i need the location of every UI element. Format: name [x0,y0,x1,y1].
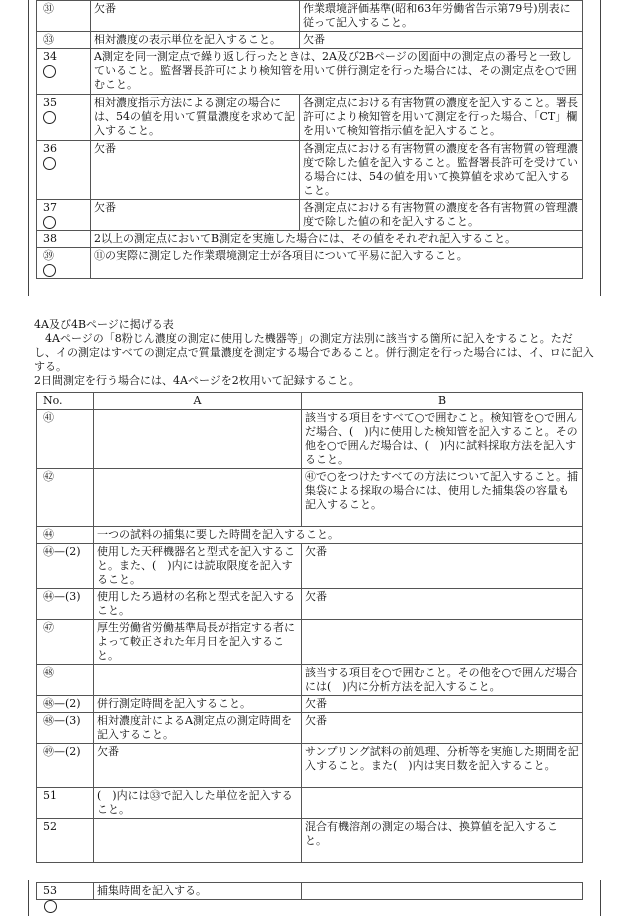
table-row [37,883,583,900]
row-text-a: 相対濃度指示方法による測定の場合には、54の値を用いて質量濃度を求めて記入すること。 [91,95,300,141]
row-number: ㊷ [37,469,94,527]
row-number: ㊽ [37,665,94,696]
row-number: 51 [37,788,94,819]
row-number: 37 [37,200,91,231]
table-row [37,1,583,32]
row-text-b: 混合有機溶剤の測定の場合は、換算値を記入すること。 [302,819,583,863]
row-text-a: 使用したろ過材の名称と型式を記入すること。 [94,589,302,620]
table-row [37,819,583,863]
row-text-a [94,819,302,863]
row-number: ㊽—(3) [37,713,94,744]
row-number: 35 [37,95,91,141]
circle-mark [43,157,56,170]
row-text-a: 使用した天秤機器名と型式を記入すること。また、( )内には読取限度を記入すること。 [94,544,302,589]
row-text-b: 作業環境評価基準(昭和63年労働省告示第79号)別表に従って記入すること。 [300,1,583,32]
row-text-b: 各測定点における有害物質の濃度を各有害物質の管理濃度で除した値を記入すること。監督署長許可を受けている場合には、54の値を用いて換算値を求めて記入すること。 [300,141,583,200]
table-row [37,665,583,696]
right-border-line [600,0,601,296]
row-number: ㊾—(2) [37,744,94,788]
row-text-a: 欠番 [94,744,302,788]
row-number: ㊽—(2) [37,696,94,713]
table-header-row [37,393,583,410]
row-text-b: 該当する項目を○で囲むこと。その他を○で囲んだ場合には( )内に分析方法を記入すること。 [302,665,583,696]
row-number: ㉛ [37,1,91,32]
row-number: 38 [37,231,91,248]
row-number: ㊼ [37,620,94,665]
row-number: ㊹ [37,527,94,544]
row-text-a: ( )内には㉝で記入した単位を記入すること。 [94,788,302,819]
instructions-table-4a4b [36,392,583,863]
row-number: 52 [37,819,94,863]
section-heading: 4A及び4Bページに掲げる表 [34,318,174,331]
row-text-a: 相対濃度の表示単位を記入すること。 [91,32,300,49]
row-text-a [94,665,302,696]
header-a: A [94,393,302,410]
row-text-a: 一つの試料の捕集に要した時間を記入すること。 [94,527,583,544]
circle-mark [44,900,57,913]
left-border-line [28,0,29,296]
row-number: 34 [37,49,91,95]
row-text-b [302,788,583,819]
row-text-b [302,883,583,900]
row-text-a: 欠番 [91,141,300,200]
bottom-left-border-line [28,880,29,916]
row-text-b: 欠番 [302,713,583,744]
row-text-b: 該当する項目をすべて○で囲むこと。検知管を○で囲んだ場合、( )内に使用した検知管を記入すること。その他を○で囲んだ場合は、( )内に試料採取方法を記入すること。 [302,410,583,469]
section-paragraph-2: 2日間測定を行う場合には、4Aページを2枚用いて記録すること。 [34,374,360,387]
header-b: B [302,393,583,410]
table-row [37,141,583,200]
row-text-a [94,410,302,469]
table-row [37,248,583,279]
row-text-a: ⑪の実際に測定した作業環境測定士が各項目について平易に記入すること。 [91,248,583,279]
row-text-b: 欠番 [302,544,583,589]
instructions-table-top [36,0,583,279]
table-row [37,410,583,469]
row-text-b: ㊶で○をつけたすべての方法について記入すること。捕集袋による採取の場合には、使用した捕集袋の容量も記入すること。 [302,469,583,527]
row-number: ㉝ [37,32,91,49]
row-text-a: 相対濃度計によるA測定点の測定時間を記入すること。 [94,713,302,744]
circle-mark [43,65,56,78]
circle-mark [43,216,56,229]
row-text-a: 2以上の測定点においてB測定を実施した場合には、その値をそれぞれ記入すること。 [91,231,583,248]
table-row [37,469,583,527]
table-row [37,49,583,95]
row-text-a: A測定を同一測定点で繰り返し行ったときは、2A及び2Bページの図面中の測定点の番号と一致していること。監督署長許可により検知管を用いて併行測定を行った場合には、その測定点を○で囲むこと。 [91,49,583,95]
table-row [37,95,583,141]
row-text-b: 欠番 [302,696,583,713]
table-row [37,544,583,589]
table-row [37,744,583,788]
row-number: ㊹—(2) [37,544,94,589]
row-text-a: 欠番 [91,1,300,32]
row-text-b: サンプリング試料の前処理、分析等を実施した期間を記入すること。また( )内は実日数を記入すること。 [302,744,583,788]
row-text-b [302,620,583,665]
row-number: ㊴ [37,248,91,279]
row-text-a: 厚生労働省労働基準局長が指定する者によって較正された年月日を記入すること。 [94,620,302,665]
row-number: ㊹—(3) [37,589,94,620]
row-text-a [94,469,302,527]
header-no: No. [37,393,94,410]
table-row [37,696,583,713]
table-row [37,527,583,544]
table-row [37,200,583,231]
row-number: 53 [37,883,94,900]
row-text-b: 欠番 [302,589,583,620]
row-text-b: 各測定点における有害物質の濃度を記入すること。署長許可により検知管を用いて測定を行った場合、「CT」欄を用いて検知管指示値を記入すること。 [300,95,583,141]
row-number: ㊶ [37,410,94,469]
table-row [37,713,583,744]
circle-mark [43,111,56,124]
table-row [37,32,583,49]
instructions-table-bottom [36,882,583,900]
section-paragraph-1: 4Aページの「8粉じん濃度の測定に使用した機器等」の測定方法別に該当する箇所に記入をすること。ただし、イの測定はすべての測定点で質量濃度を測定する場合であること。併行測定を行った場合には、イ、ロに記入する。 [34,332,594,373]
row-text-a: 捕集時間を記入する。 [94,883,302,900]
row-text-a: 併行測定時間を記入すること。 [94,696,302,713]
circle-mark [43,264,56,277]
table-row [37,788,583,819]
table-row [37,620,583,665]
table-row [37,231,583,248]
row-text-b: 各測定点における有害物質の濃度を各有害物質の管理濃度で除した値の和を記入すること。 [300,200,583,231]
bottom-right-border-line [600,880,601,916]
table-row [37,589,583,620]
row-number: 36 [37,141,91,200]
row-text-a: 欠番 [91,200,300,231]
row-text-b: 欠番 [300,32,583,49]
